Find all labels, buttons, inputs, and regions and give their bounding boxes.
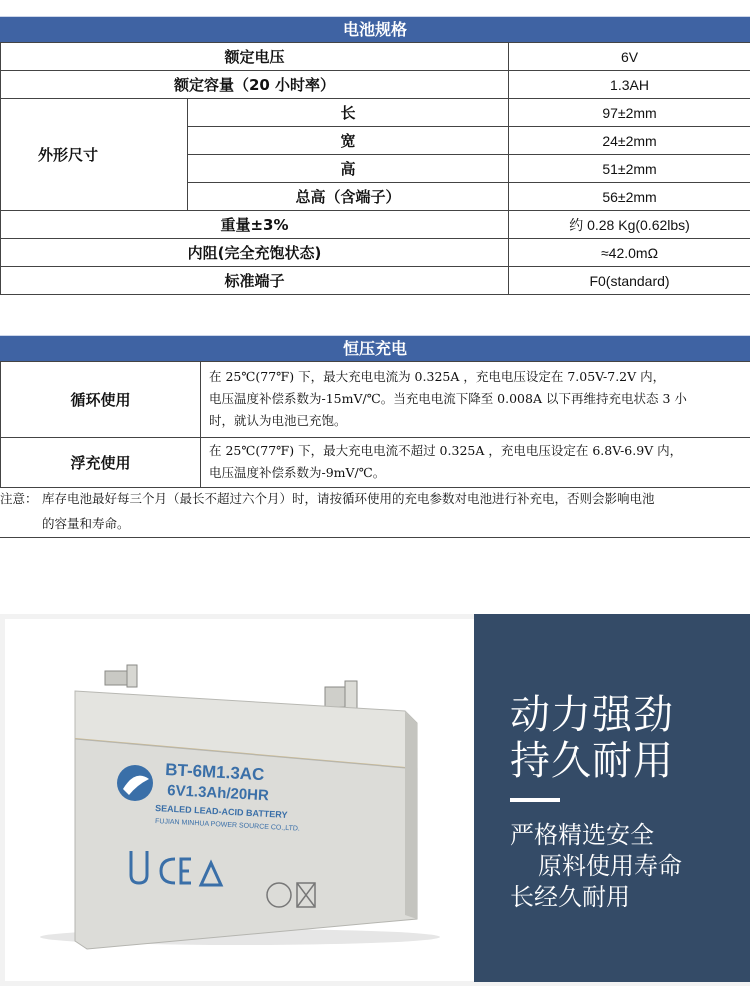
promo-panel [474, 614, 750, 982]
width-value: 24±2mm [509, 127, 750, 155]
charging-header: 恒压充电 [0, 335, 750, 361]
promo-sub-line-1: 严格精选安全 [510, 821, 654, 849]
spec-row-resistance [1, 239, 750, 267]
promo-headline [510, 692, 750, 784]
terminal-value: F0(standard) [509, 267, 750, 295]
product-photo [5, 619, 474, 981]
charging-row-cycle [1, 362, 750, 438]
battery-maker-text: FUJIAN MINHUA POWER SOURCE CO.,LTD. [154, 818, 301, 833]
float-line-2: 电压温度补偿系数为-9mV/℃。 [209, 465, 386, 480]
height-label: 高 [188, 155, 509, 183]
cycle-use-text [201, 362, 750, 438]
spec-row-length [1, 99, 750, 127]
capacity-label: 额定容量（20 小时率） [1, 71, 509, 99]
total-height-value: 56±2mm [509, 183, 750, 211]
weight-value: 约 0.28 Kg(0.62lbs) [509, 211, 750, 239]
resistance-label: 内阻(完全充饱状态) [1, 239, 509, 267]
float-use-text [201, 438, 750, 488]
product-banner [0, 614, 750, 986]
battery-rating-text: 6V1.3Ah/20HR [166, 782, 270, 805]
weight-label: 重量±3% [1, 211, 509, 239]
charging-row-float [1, 438, 750, 488]
battery-side [405, 711, 417, 919]
note-text [42, 486, 750, 536]
battery-illustration [5, 619, 474, 981]
length-value: 97±2mm [509, 99, 750, 127]
battery-model-text: BT-6M1.3AC [164, 760, 265, 785]
note-line-2: 的容量和寿命。 [42, 516, 130, 531]
promo-sub-line-3: 长经久耐用 [510, 883, 630, 911]
spec-row-capacity [1, 71, 750, 99]
spec-row-voltage [1, 43, 750, 71]
resistance-value: ≈42.0mΩ [509, 239, 750, 267]
battery-type-text: SEALED LEAD-ACID BATTERY [154, 803, 288, 820]
headline-line-2: 持久耐用 [510, 738, 674, 784]
capacity-value: 1.3AH [509, 71, 750, 99]
note-line-1: 库存电池最好每三个月（最长不超过六个月）时，请按循环使用的充电参数对电池进行补充电，否则会影响电池 [42, 491, 655, 506]
width-label: 宽 [188, 127, 509, 155]
note-label: 注意： [0, 491, 38, 506]
headline-line-1: 动力强劲 [510, 692, 674, 738]
promo-sub-line-2: 原料使用寿命 [538, 852, 682, 880]
charging-table [0, 361, 750, 488]
spec-row-weight [1, 211, 750, 239]
cycle-line-1: 在 25℃(77℉) 下，最大充电电流为 0.325A ，充电电压设定在 7.05V-7.2V 内， [209, 369, 666, 384]
spec-row-terminal [1, 267, 750, 295]
length-label: 长 [188, 99, 509, 127]
terminal-label: 标准端子 [1, 267, 509, 295]
total-height-label: 总高（含端子） [188, 183, 509, 211]
voltage-value: 6V [509, 43, 750, 71]
brand-logo [117, 765, 153, 801]
float-use-label: 浮充使用 [1, 438, 201, 488]
spec-header: 电池规格 [0, 16, 750, 42]
storage-note [0, 486, 750, 538]
cycle-line-3: 时，就认为电池已充饱。 [209, 413, 347, 428]
dims-label: 外形尺寸 [1, 99, 188, 211]
float-line-1: 在 25℃(77℉) 下，最大充电电流不超过 0.325A ，充电电压设定在 6.8V-6.9V 内， [209, 443, 683, 458]
cycle-line-2: 电压温度补偿系数为-15mV/℃。当充电电流下降至 0.008A 以下再维持充电状态 3 小 [209, 391, 687, 406]
height-value: 51±2mm [509, 155, 750, 183]
voltage-label: 额定电压 [1, 43, 509, 71]
spec-table [0, 42, 750, 295]
accent-divider [510, 798, 560, 802]
cycle-use-label: 循环使用 [1, 362, 201, 438]
